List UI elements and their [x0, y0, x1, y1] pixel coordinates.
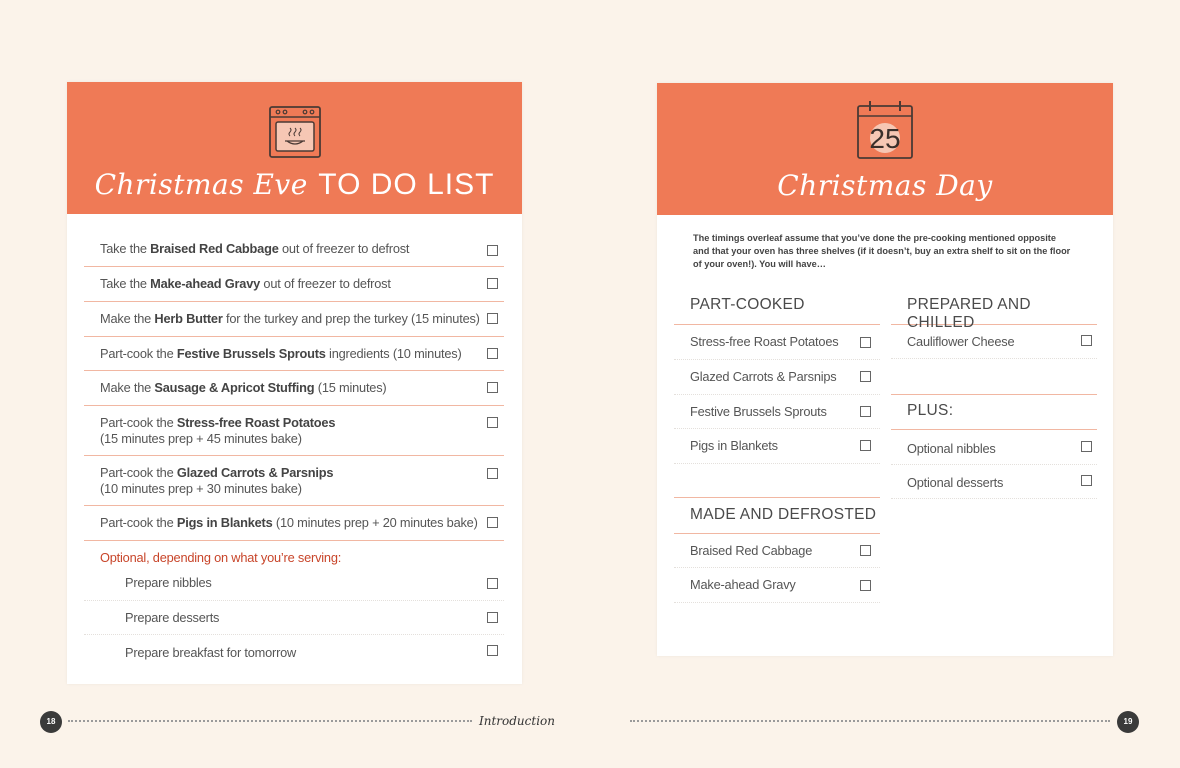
todo-item: Make the Herb Butter for the turkey and prep the turkey (15 minutes) — [84, 302, 504, 337]
checkbox[interactable] — [487, 517, 498, 528]
checkbox[interactable] — [487, 645, 498, 656]
todo-item: Part-cook the Glazed Carrots & Parsnips (10 minutes prep + 30 minutes bake) — [84, 456, 504, 506]
title-script: Christmas Day — [777, 169, 993, 202]
optional-item: Prepare desserts — [84, 601, 504, 635]
checkbox[interactable] — [860, 440, 871, 451]
checkbox[interactable] — [487, 468, 498, 479]
checkbox[interactable] — [487, 578, 498, 589]
list-item: Stress-free Roast Potatoes — [674, 325, 880, 360]
todo-item: Part-cook the Festive Brussels Sprouts ingredients (10 minutes) — [84, 337, 504, 371]
checkbox[interactable] — [860, 406, 871, 417]
list-item: Cauliflower Cheese — [891, 325, 1097, 359]
checkbox[interactable] — [487, 245, 498, 256]
todo-item: Make the Sausage & Apricot Stuffing (15 minutes) — [84, 371, 504, 406]
list-item: Optional nibbles — [891, 430, 1097, 465]
checkbox[interactable] — [860, 337, 871, 348]
part-cooked-heading: PART-COOKED — [674, 287, 880, 325]
optional-item: Prepare nibbles — [84, 566, 504, 601]
intro-text: The timings overleaf assume that you’ve done the pre-cooking mentioned opposite and that your oven has three shelves (if it doesn’t, buy an extra shelf to sit on the floor of your oven!). You will have… — [693, 233, 1071, 269]
list-item: Glazed Carrots & Parsnips — [674, 360, 880, 395]
checkbox[interactable] — [1081, 475, 1092, 486]
optional-note: Optional, depending on what you’re serving: — [100, 550, 342, 565]
checkbox[interactable] — [1081, 335, 1092, 346]
list-item: Optional desserts — [891, 465, 1097, 499]
checkbox[interactable] — [860, 545, 871, 556]
checkbox[interactable] — [1081, 441, 1092, 452]
plus-heading: PLUS: — [891, 395, 1097, 430]
calendar-icon — [856, 99, 914, 161]
footer-dotted-rule — [68, 720, 472, 722]
made-defrosted-heading: MADE AND DEFROSTED — [674, 498, 880, 534]
section-divider — [674, 464, 880, 498]
todo-item: Part-cook the Stress-free Roast Potatoes (15 minutes prep + 45 minutes bake) — [84, 406, 504, 456]
calendar-number: 25 — [869, 123, 901, 154]
optional-item: Prepare breakfast for tomorrow — [84, 635, 504, 670]
left-page-card — [67, 82, 522, 684]
footer-dotted-rule — [630, 720, 1110, 722]
checkbox[interactable] — [487, 278, 498, 289]
checkbox[interactable] — [860, 371, 871, 382]
left-page-header — [67, 82, 522, 214]
section-divider — [891, 359, 1097, 395]
right-page-header — [657, 83, 1113, 215]
title-script: Christmas Eve — [94, 168, 308, 201]
checkbox[interactable] — [487, 612, 498, 623]
list-item: Pigs in Blankets — [674, 429, 880, 464]
checkbox[interactable] — [860, 580, 871, 591]
right-page-card — [657, 83, 1113, 656]
right-page-title — [657, 169, 1113, 202]
list-item: Make-ahead Gravy — [674, 568, 880, 603]
checkbox[interactable] — [487, 313, 498, 324]
checkbox[interactable] — [487, 417, 498, 428]
title-caps: TO DO LIST — [318, 168, 495, 201]
todo-item: Part-cook the Pigs in Blankets (10 minutes prep + 20 minutes bake) — [84, 506, 504, 541]
page-number-left: 18 — [40, 711, 62, 733]
list-item: Festive Brussels Sprouts — [674, 395, 880, 429]
checkbox[interactable] — [487, 382, 498, 393]
page-number-right: 19 — [1117, 711, 1139, 733]
todo-item: Take the Braised Red Cabbage out of freezer to defrost — [84, 234, 504, 267]
prepared-chilled-heading: PREPARED AND CHILLED — [891, 287, 1097, 325]
section-label: Introduction — [479, 714, 555, 728]
oven-icon — [268, 105, 322, 159]
left-page-title — [67, 168, 522, 202]
checkbox[interactable] — [487, 348, 498, 359]
list-item: Braised Red Cabbage — [674, 534, 880, 568]
todo-item: Take the Make-ahead Gravy out of freezer to defrost — [84, 267, 504, 302]
